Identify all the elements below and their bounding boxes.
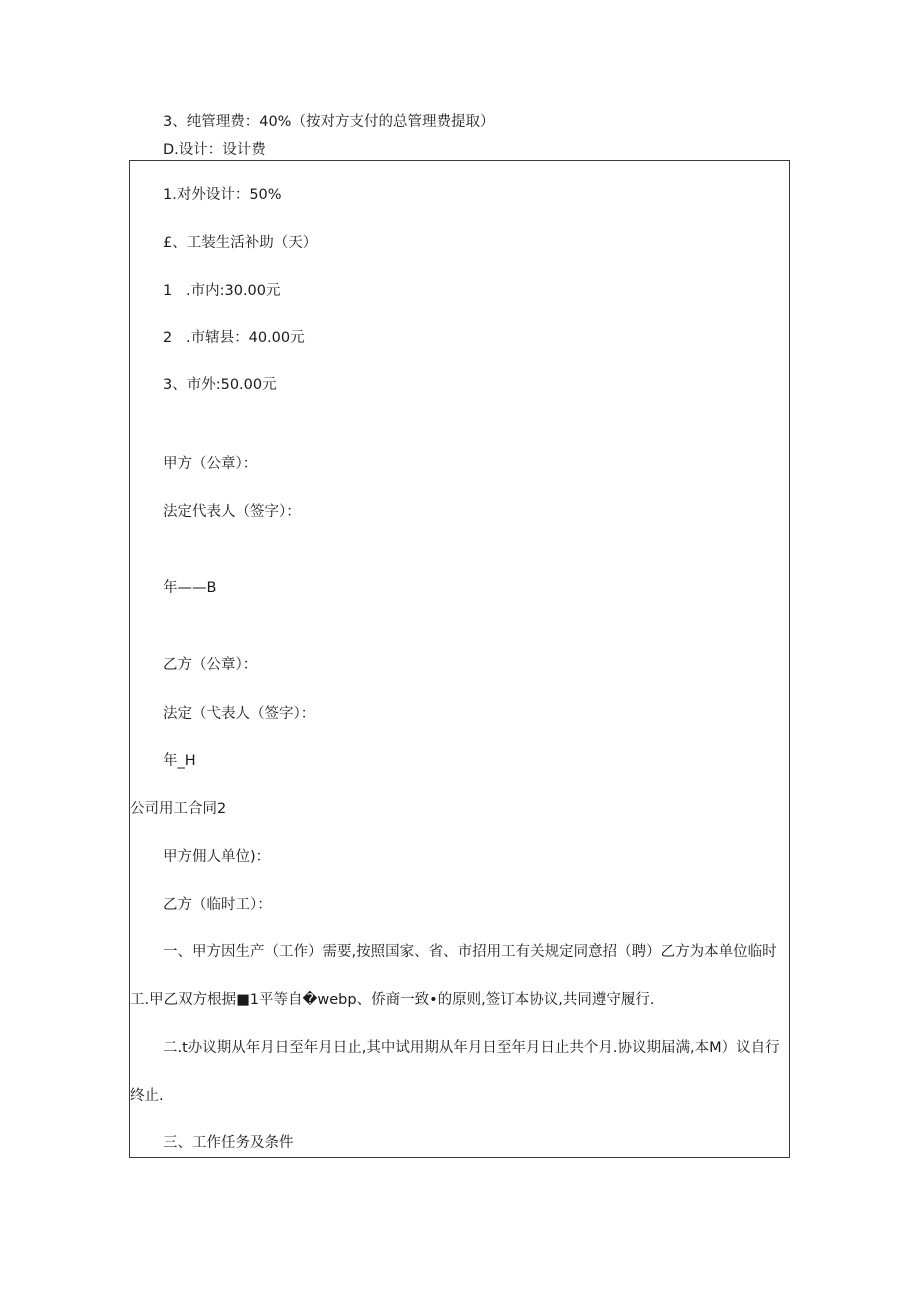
living-subsidy-header: £、工装生活补助（天） [163,235,318,251]
contract-2-title: 公司用工合同2 [130,801,227,817]
party-b-representative: 法定（弋表人（签字）： [163,706,316,722]
party-a-date: 年——B [163,580,217,596]
external-design-line: 1.对外设计：50% [163,187,282,203]
mgmt-fee-line: 3、纯管理费：40%（按对方支付的总管理费提取） [163,114,495,130]
party-b-seal: 乙方（公章）： [163,657,258,673]
temp-worker-line: 乙方（临时工）： [163,897,272,913]
subsidy-city-number: 1 [163,283,173,299]
employer-line: 甲方佣人单位)： [163,849,271,865]
subsidy-county-text: .市辖县：40.00元 [186,330,305,346]
subsidy-county-number: 2 [163,330,173,346]
party-a-seal: 甲方（公章）： [163,456,258,472]
party-a-representative: 法定代表人（签字）： [163,504,301,520]
clause-1-line-1: 一、甲方因生产（工作）需要,按照国家、省、市招用工有关规定同意招（聘）乙方为本单位临时 [163,944,777,960]
subsidy-city-text: .市内:30.00元 [186,283,281,299]
clause-1-line-2: 工.甲乙双方根据■1平等自�webp、侨商一致•的原则,签订本协议,共同遵守履行. [130,992,655,1008]
subsidy-outside-line: 3、市外:50.00元 [163,377,277,393]
design-fee-header: D.设计：设计费 [163,142,266,158]
party-b-date: 年_H [163,753,196,769]
clause-3-header: 三、工作任务及条件 [163,1135,294,1151]
clause-2-line-1: 二.t办议期从年月日至年月日止,其中试用期从年月日至年月日止共个月.协议期届满,本M）议自行 [163,1040,780,1056]
clause-2-line-2: 终止. [130,1088,164,1104]
